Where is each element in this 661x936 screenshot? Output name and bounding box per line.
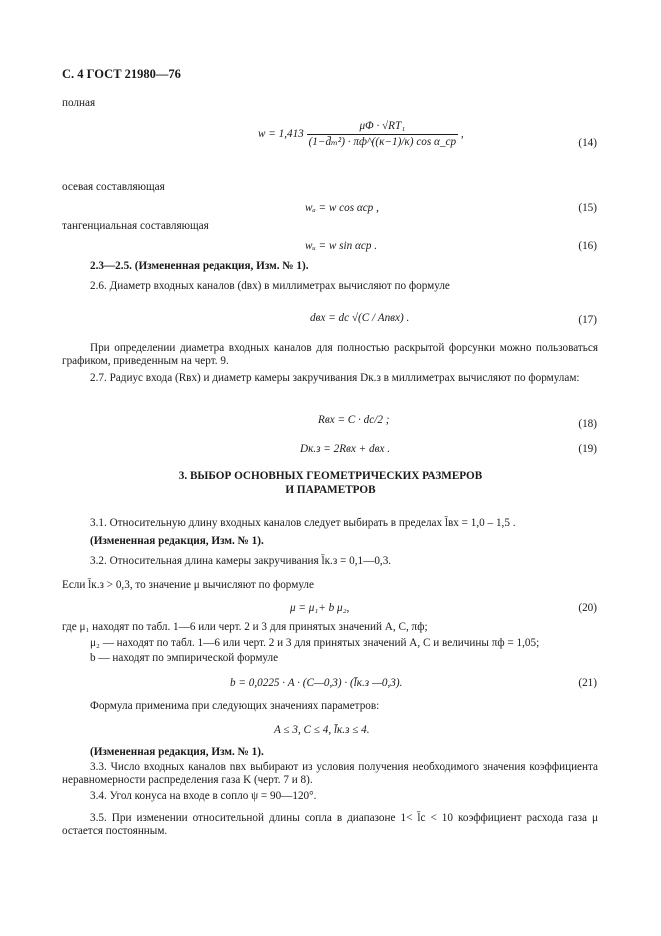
paragraph-2-7: 2.7. Радиус входа (Rвх) и диаметр камеры закручивания Dк.з в миллиметрах вычисляют по формулам: — [90, 372, 580, 384]
eq20-number: (20) — [578, 602, 597, 614]
equation-21: b = 0,0225 · A · (C—0,3) · (l̄к.з —0,3). — [230, 677, 403, 689]
label-tangential: тангенциальная составляющая — [62, 220, 209, 232]
eq14-denominator: (1−d̄ₘ²) · πф^((κ−1)/κ) cos α_ср — [308, 136, 457, 149]
paragraph-where-3: b — находят по эмпирической формуле — [90, 652, 279, 664]
eq16-number: (16) — [578, 240, 597, 252]
paragraph-3-1: 3.1. Относительную длину входных каналов следует выбирать в пределах l̄вх = 1,0 – 1,5 . — [90, 517, 516, 529]
eq18-number: (18) — [578, 418, 597, 430]
label-full: полная — [62, 97, 96, 109]
paragraph-3-3: 3.3. Число входных каналов nвх выбирают из условия получения необходимого значения коэффициента неравномерности распределения газа K (черт. 7 и 8). — [62, 761, 598, 787]
paragraph-3-5: 3.5. При изменении относительной длины сопла в диапазоне 1< l̄с < 10 коэффициент расхода газа μ остается постоянным. — [62, 812, 598, 838]
paragraph-3-2: 3.2. Относительная длина камеры закручивания l̄к.з = 0,1—0,3. — [90, 555, 392, 567]
equation-17: dвх = dс √(C / Anвх) . — [310, 312, 410, 324]
eq15-number: (15) — [578, 202, 597, 214]
label-axial: осевая составляющая — [62, 181, 165, 193]
equation-19: Dк.з = 2Rвх + dвх . — [300, 443, 391, 455]
equation-conditions: A ≤ 3, C ≤ 4, l̄к.з ≤ 4. — [274, 724, 370, 736]
eq14-numerator: μΦ · √RT₁ — [307, 120, 459, 135]
paragraph-if: Если l̄к.з > 0,3, то значение μ вычисляют по формуле — [62, 579, 314, 591]
paragraph-definition: При определении диаметра входных каналов для полностью раскрытой форсунки можно пользоваться графиком, приведенным на черт. 9. — [62, 342, 598, 368]
eq14-number: (14) — [578, 137, 597, 149]
equation-16: wᵤ = w sin αср . — [305, 240, 378, 252]
eq19-number: (19) — [578, 443, 597, 455]
eq17-number: (17) — [578, 314, 597, 326]
section-3-title-line2: И ПАРАМЕТРОВ — [285, 484, 376, 496]
eq14-tail: , — [460, 128, 464, 141]
paragraph-2-3: 2.3—2.5. (Измененная редакция, Изм. № 1). — [90, 260, 309, 272]
eq21-number: (21) — [578, 677, 597, 689]
equation-15: wₐ = w cos αср , — [305, 202, 379, 214]
equation-20: μ = μ₁+ b μ₂, — [290, 602, 350, 614]
section-3-title-line1: 3. ВЫБОР ОСНОВНЫХ ГЕОМЕТРИЧЕСКИХ РАЗМЕРОВ — [178, 470, 483, 482]
paragraph-apply: Формула применима при следующих значениях параметров: — [90, 700, 380, 712]
eq14-fraction — [307, 120, 459, 150]
equation-14 — [258, 120, 464, 150]
paragraph-2-6: 2.6. Диаметр входных каналов (dвх) в миллиметрах вычисляют по формуле — [90, 280, 450, 292]
paragraph-where-1: где μ₁ находят по табл. 1—6 или черт. 2 и 3 для принятых значений A, C, πф; — [62, 621, 428, 633]
paragraph-3-1-revision: (Измененная редакция, Изм. № 1). — [90, 535, 264, 547]
equation-18: Rвх = C · dс/2 ; — [318, 414, 390, 426]
paragraph-revision-2: (Измененная редакция, Изм. № 1). — [90, 746, 264, 758]
paragraph-where-2: μ₂ — находят по табл. 1—6 или черт. 2 и 3 для принятых значений A, C и величины πф = 1,05; — [90, 637, 540, 649]
page-header: С. 4 ГОСТ 21980—76 — [62, 67, 181, 81]
eq14-lhs: w = 1,413 — [258, 128, 304, 141]
paragraph-3-4: 3.4. Угол конуса на входе в сопло ψ = 90—120°. — [90, 790, 317, 802]
